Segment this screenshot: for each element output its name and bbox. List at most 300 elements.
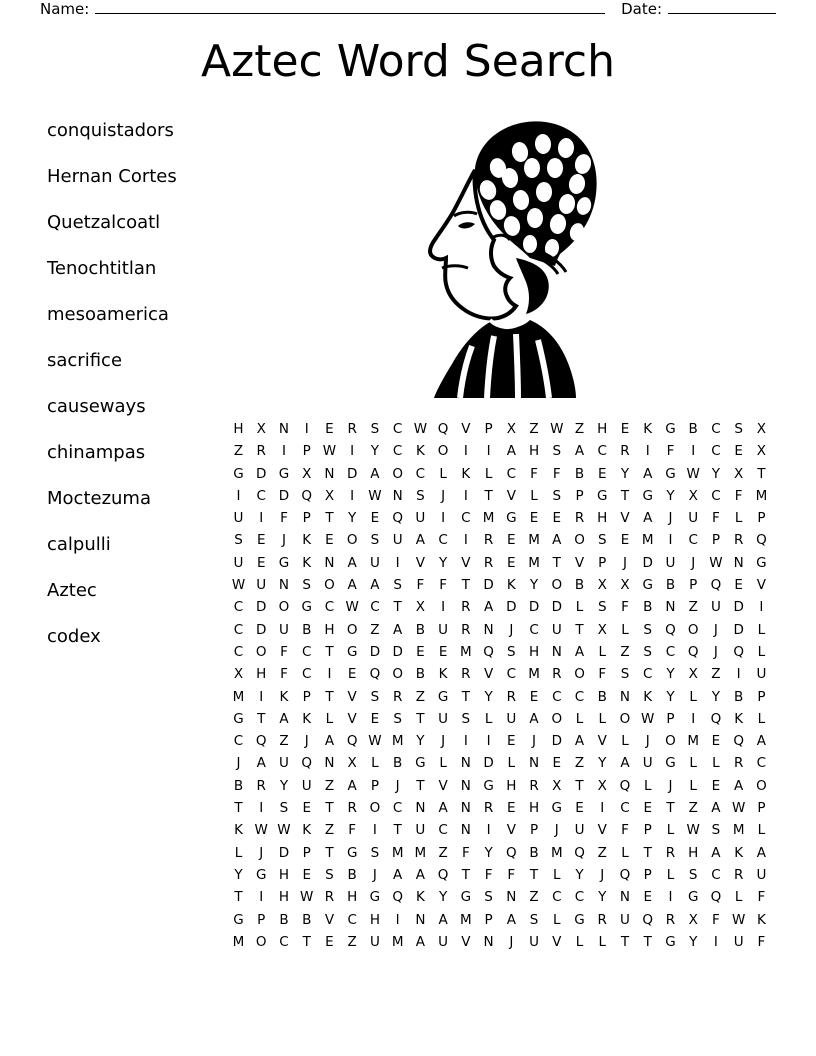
grid-cell[interactable]: O bbox=[324, 577, 335, 594]
grid-row[interactable] bbox=[230, 507, 770, 529]
grid-cell[interactable]: Y bbox=[666, 487, 675, 504]
grid-cell[interactable]: T bbox=[575, 621, 584, 638]
grid-cell[interactable]: K bbox=[756, 911, 766, 928]
grid-cell[interactable]: G bbox=[415, 755, 426, 772]
grid-cell[interactable]: R bbox=[733, 755, 744, 772]
grid-cell[interactable]: N bbox=[324, 465, 335, 482]
grid-cell[interactable]: J bbox=[441, 487, 446, 504]
grid-cell[interactable]: K bbox=[643, 688, 653, 705]
grid-cell[interactable]: I bbox=[600, 800, 605, 817]
grid-cell[interactable]: K bbox=[302, 710, 312, 727]
grid-cell[interactable]: G bbox=[687, 889, 699, 906]
grid-cell[interactable]: H bbox=[278, 866, 290, 883]
grid-cell[interactable]: I bbox=[441, 510, 446, 527]
grid-row[interactable] bbox=[230, 686, 770, 708]
grid-cell[interactable]: B bbox=[302, 621, 312, 638]
grid-cell[interactable]: Z bbox=[574, 755, 585, 772]
grid-cell[interactable]: E bbox=[416, 643, 425, 660]
grid-cell[interactable]: K bbox=[461, 465, 471, 482]
grid-cell[interactable]: E bbox=[507, 554, 516, 571]
grid-cell[interactable]: C bbox=[301, 666, 312, 683]
grid-cell[interactable]: G bbox=[460, 889, 472, 906]
grid-cell[interactable]: W bbox=[345, 599, 359, 616]
grid-cell[interactable]: N bbox=[619, 889, 631, 906]
grid-cell[interactable]: Q bbox=[710, 577, 722, 594]
grid-cell[interactable]: J bbox=[509, 933, 514, 950]
grid-cell[interactable]: Y bbox=[598, 889, 607, 906]
grid-cell[interactable]: X bbox=[734, 465, 744, 482]
grid-cell[interactable]: M bbox=[414, 844, 427, 861]
grid-cell[interactable]: A bbox=[347, 577, 357, 594]
grid-cell[interactable]: U bbox=[665, 554, 676, 571]
grid-cell[interactable]: H bbox=[597, 510, 608, 527]
grid-cell[interactable]: T bbox=[302, 933, 311, 950]
grid-cell[interactable]: Z bbox=[233, 443, 244, 460]
grid-cell[interactable]: Y bbox=[598, 755, 607, 772]
grid-cell[interactable]: J bbox=[441, 733, 446, 750]
grid-cell[interactable]: I bbox=[236, 487, 241, 504]
grid-cell[interactable]: U bbox=[369, 933, 380, 950]
grid-cell[interactable]: V bbox=[483, 666, 494, 683]
grid-cell[interactable]: H bbox=[347, 889, 358, 906]
grid-cell[interactable]: U bbox=[506, 710, 517, 727]
grid-cell[interactable]: S bbox=[643, 621, 652, 638]
grid-cell[interactable]: V bbox=[597, 822, 607, 839]
grid-cell[interactable]: Y bbox=[484, 688, 493, 705]
grid-cell[interactable]: A bbox=[711, 844, 721, 861]
grid-cell[interactable]: A bbox=[756, 844, 767, 861]
grid-cell[interactable]: X bbox=[688, 666, 698, 683]
grid-cell[interactable]: L bbox=[325, 710, 334, 727]
grid-cell[interactable]: F bbox=[461, 844, 470, 861]
grid-cell[interactable]: C bbox=[506, 465, 517, 482]
grid-cell[interactable]: K bbox=[302, 532, 312, 549]
grid-cell[interactable]: A bbox=[256, 755, 266, 772]
grid-cell[interactable]: I bbox=[691, 443, 696, 460]
grid-cell[interactable]: C bbox=[756, 755, 767, 772]
grid-cell[interactable]: L bbox=[598, 933, 607, 950]
grid-cell[interactable]: P bbox=[302, 844, 311, 861]
grid-cell[interactable]: U bbox=[392, 532, 403, 549]
grid-cell[interactable]: J bbox=[554, 822, 559, 839]
grid-cell[interactable]: Q bbox=[301, 755, 313, 772]
grid-cell[interactable]: C bbox=[233, 599, 244, 616]
grid-cell[interactable]: M bbox=[391, 844, 404, 861]
grid-cell[interactable]: C bbox=[279, 933, 289, 950]
grid-cell[interactable]: T bbox=[234, 800, 243, 817]
grid-cell[interactable]: Y bbox=[666, 688, 675, 705]
grid-cell[interactable]: M bbox=[232, 933, 245, 950]
grid-cell[interactable]: T bbox=[620, 933, 630, 950]
grid-cell[interactable]: L bbox=[598, 710, 607, 727]
grid-cell[interactable]: O bbox=[255, 933, 267, 950]
grid-cell[interactable]: G bbox=[756, 554, 767, 571]
grid-cell[interactable]: U bbox=[369, 554, 380, 571]
grid-cell[interactable]: Z bbox=[438, 844, 448, 861]
grid-cell[interactable]: U bbox=[688, 510, 699, 527]
grid-cell[interactable]: P bbox=[575, 487, 584, 504]
grid-cell[interactable]: T bbox=[325, 844, 334, 861]
grid-cell[interactable]: Q bbox=[392, 510, 403, 527]
grid-cell[interactable]: C bbox=[529, 621, 539, 638]
grid-cell[interactable]: B bbox=[574, 465, 585, 482]
grid-cell[interactable]: E bbox=[552, 510, 562, 527]
grid-cell[interactable]: U bbox=[710, 599, 721, 616]
grid-cell[interactable]: S bbox=[461, 710, 471, 727]
grid-cell[interactable]: G bbox=[574, 911, 585, 928]
grid-cell[interactable]: T bbox=[552, 554, 561, 571]
grid-cell[interactable]: P bbox=[484, 911, 493, 928]
grid-cell[interactable]: E bbox=[734, 577, 743, 594]
grid-cell[interactable]: A bbox=[574, 733, 585, 750]
grid-cell[interactable]: I bbox=[486, 822, 491, 839]
grid-cell[interactable]: W bbox=[686, 465, 700, 482]
grid-row[interactable] bbox=[230, 529, 770, 551]
grid-cell[interactable]: M bbox=[732, 822, 745, 839]
grid-cell[interactable]: T bbox=[325, 510, 334, 527]
grid-cell[interactable]: V bbox=[552, 933, 562, 950]
grid-cell[interactable]: M bbox=[391, 933, 404, 950]
grid-cell[interactable]: N bbox=[460, 800, 471, 817]
grid-cell[interactable]: X bbox=[324, 487, 335, 504]
grid-cell[interactable]: G bbox=[346, 844, 358, 861]
grid-cell[interactable]: A bbox=[506, 443, 516, 460]
grid-cell[interactable]: X bbox=[688, 911, 698, 928]
grid-cell[interactable]: T bbox=[234, 889, 243, 906]
grid-cell[interactable]: C bbox=[233, 643, 244, 660]
grid-cell[interactable]: I bbox=[691, 710, 696, 727]
grid-cell[interactable]: J bbox=[395, 777, 400, 794]
grid-cell[interactable]: U bbox=[551, 621, 562, 638]
grid-cell[interactable]: N bbox=[483, 933, 494, 950]
word-search-grid[interactable] bbox=[230, 418, 770, 953]
grid-cell[interactable]: E bbox=[438, 643, 448, 660]
grid-cell[interactable]: F bbox=[598, 666, 607, 683]
grid-cell[interactable]: D bbox=[278, 487, 290, 504]
grid-cell[interactable]: C bbox=[688, 532, 698, 549]
grid-cell[interactable]: C bbox=[370, 599, 380, 616]
grid-cell[interactable]: U bbox=[233, 510, 244, 527]
grid-cell[interactable]: Z bbox=[347, 933, 357, 950]
grid-cell[interactable]: L bbox=[439, 755, 447, 772]
grid-cell[interactable]: T bbox=[325, 800, 334, 817]
grid-cell[interactable]: J bbox=[372, 866, 377, 883]
grid-cell[interactable]: I bbox=[259, 889, 264, 906]
grid-cell[interactable]: U bbox=[529, 933, 539, 950]
grid-cell[interactable]: Y bbox=[666, 666, 675, 683]
grid-cell[interactable]: Y bbox=[438, 889, 448, 906]
grid-cell[interactable]: V bbox=[620, 510, 630, 527]
grid-cell[interactable]: D bbox=[506, 599, 517, 616]
grid-cell[interactable]: C bbox=[711, 866, 721, 883]
grid-cell[interactable]: Q bbox=[619, 777, 631, 794]
grid-cell[interactable]: Z bbox=[597, 844, 607, 861]
grid-cell[interactable]: A bbox=[415, 866, 425, 883]
grid-cell[interactable]: B bbox=[643, 599, 653, 616]
grid-cell[interactable]: R bbox=[483, 532, 494, 549]
grid-cell[interactable]: R bbox=[461, 621, 471, 638]
grid-cell[interactable]: J bbox=[668, 777, 673, 794]
grid-cell[interactable]: S bbox=[711, 822, 721, 839]
grid-cell[interactable]: B bbox=[688, 421, 698, 437]
grid-cell[interactable]: S bbox=[393, 577, 402, 594]
grid-cell[interactable]: C bbox=[506, 666, 517, 683]
grid-cell[interactable]: T bbox=[461, 866, 470, 883]
grid-cell[interactable]: S bbox=[325, 866, 334, 883]
grid-cell[interactable]: R bbox=[529, 777, 539, 794]
grid-row[interactable] bbox=[230, 864, 770, 886]
grid-cell[interactable]: L bbox=[689, 777, 697, 794]
grid-row[interactable] bbox=[230, 775, 770, 797]
grid-cell[interactable]: E bbox=[507, 532, 516, 549]
grid-cell[interactable]: B bbox=[393, 755, 403, 772]
grid-cell[interactable]: Z bbox=[370, 621, 380, 638]
grid-cell[interactable]: N bbox=[324, 554, 335, 571]
grid-cell[interactable]: I bbox=[713, 933, 718, 950]
grid-cell[interactable]: B bbox=[734, 688, 744, 705]
grid-cell[interactable]: J bbox=[713, 621, 718, 638]
grid-cell[interactable]: R bbox=[483, 800, 494, 817]
grid-cell[interactable]: R bbox=[461, 599, 471, 616]
grid-cell[interactable]: E bbox=[325, 532, 334, 549]
grid-cell[interactable]: L bbox=[757, 621, 766, 638]
grid-cell[interactable]: G bbox=[233, 710, 244, 727]
grid-cell[interactable]: X bbox=[756, 421, 767, 437]
grid-cell[interactable]: A bbox=[415, 532, 425, 549]
grid-cell[interactable]: U bbox=[415, 510, 426, 527]
grid-cell[interactable]: N bbox=[324, 755, 335, 772]
grid-cell[interactable]: V bbox=[461, 933, 471, 950]
grid-cell[interactable]: X bbox=[552, 777, 562, 794]
grid-cell[interactable]: G bbox=[369, 889, 381, 906]
grid-cell[interactable]: A bbox=[620, 755, 630, 772]
grid-cell[interactable]: U bbox=[733, 933, 744, 950]
grid-cell[interactable]: W bbox=[641, 710, 655, 727]
grid-cell[interactable]: G bbox=[483, 777, 494, 794]
grid-cell[interactable]: E bbox=[507, 733, 516, 750]
grid-cell[interactable]: G bbox=[278, 465, 290, 482]
grid-cell[interactable]: Z bbox=[529, 889, 539, 906]
grid-cell[interactable]: A bbox=[574, 443, 585, 460]
grid-cell[interactable]: L bbox=[757, 643, 766, 660]
grid-cell[interactable]: I bbox=[645, 443, 650, 460]
grid-cell[interactable]: P bbox=[643, 822, 652, 839]
grid-cell[interactable]: R bbox=[256, 777, 266, 794]
grid-cell[interactable]: V bbox=[347, 688, 357, 705]
grid-cell[interactable]: D bbox=[369, 643, 381, 660]
grid-cell[interactable]: S bbox=[370, 421, 380, 437]
grid-cell[interactable]: C bbox=[438, 532, 448, 549]
grid-cell[interactable]: A bbox=[415, 933, 425, 950]
grid-row[interactable] bbox=[230, 574, 770, 596]
grid-cell[interactable]: F bbox=[666, 443, 675, 460]
word-list-item[interactable]: Tenochtitlan bbox=[47, 258, 157, 279]
grid-cell[interactable]: T bbox=[461, 688, 470, 705]
grid-cell[interactable]: Y bbox=[529, 577, 539, 594]
grid-cell[interactable]: K bbox=[506, 577, 516, 594]
grid-cell[interactable]: F bbox=[484, 866, 493, 883]
grid-cell[interactable]: E bbox=[325, 421, 334, 437]
grid-cell[interactable]: W bbox=[550, 421, 564, 437]
grid-cell[interactable]: E bbox=[256, 532, 266, 549]
grid-cell[interactable]: N bbox=[278, 421, 290, 437]
grid-cell[interactable]: C bbox=[301, 643, 312, 660]
grid-cell[interactable]: B bbox=[665, 577, 676, 594]
grid-cell[interactable]: Q bbox=[642, 911, 654, 928]
grid-cell[interactable]: H bbox=[528, 800, 540, 817]
grid-cell[interactable]: Q bbox=[255, 733, 267, 750]
grid-cell[interactable]: R bbox=[597, 911, 607, 928]
grid-cell[interactable]: R bbox=[552, 666, 562, 683]
grid-cell[interactable]: F bbox=[621, 599, 629, 616]
grid-cell[interactable]: N bbox=[665, 599, 676, 616]
grid-cell[interactable]: O bbox=[346, 532, 358, 549]
grid-cell[interactable]: Z bbox=[529, 421, 539, 437]
grid-cell[interactable]: U bbox=[301, 777, 312, 794]
grid-cell[interactable]: B bbox=[279, 911, 289, 928]
grid-cell[interactable]: B bbox=[233, 777, 244, 794]
grid-cell[interactable]: N bbox=[619, 688, 631, 705]
grid-cell[interactable]: L bbox=[712, 755, 720, 772]
grid-cell[interactable]: X bbox=[302, 465, 312, 482]
grid-cell[interactable]: S bbox=[234, 532, 243, 549]
grid-cell[interactable]: C bbox=[392, 800, 403, 817]
grid-cell[interactable]: P bbox=[302, 443, 311, 460]
grid-cell[interactable]: A bbox=[370, 577, 380, 594]
grid-cell[interactable]: W bbox=[322, 443, 337, 460]
grid-cell[interactable]: G bbox=[233, 911, 244, 928]
grid-cell[interactable]: Y bbox=[689, 933, 698, 950]
grid-cell[interactable]: O bbox=[574, 666, 585, 683]
grid-cell[interactable]: Z bbox=[324, 777, 335, 794]
grid-cell[interactable]: T bbox=[416, 710, 425, 727]
grid-cell[interactable]: J bbox=[600, 866, 605, 883]
grid-cell[interactable]: N bbox=[460, 822, 471, 839]
grid-cell[interactable]: C bbox=[711, 487, 721, 504]
grid-cell[interactable]: B bbox=[415, 621, 425, 638]
grid-cell[interactable]: T bbox=[416, 777, 425, 794]
grid-cell[interactable]: O bbox=[756, 777, 767, 794]
grid-cell[interactable]: E bbox=[643, 800, 652, 817]
grid-row[interactable] bbox=[230, 819, 770, 841]
grid-cell[interactable]: L bbox=[507, 755, 516, 772]
grid-cell[interactable]: F bbox=[280, 666, 288, 683]
grid-cell[interactable]: U bbox=[279, 755, 289, 772]
grid-cell[interactable]: P bbox=[257, 911, 266, 928]
word-list-item[interactable]: Aztec bbox=[47, 580, 97, 601]
grid-cell[interactable]: Y bbox=[711, 465, 721, 482]
grid-cell[interactable]: N bbox=[415, 911, 426, 928]
word-list-item[interactable]: causeways bbox=[47, 396, 146, 417]
grid-row[interactable] bbox=[230, 752, 770, 774]
grid-cell[interactable]: G bbox=[256, 866, 267, 883]
grid-cell[interactable]: W bbox=[731, 800, 746, 817]
grid-cell[interactable]: K bbox=[234, 822, 243, 839]
grid-cell[interactable]: O bbox=[619, 710, 631, 727]
grid-cell[interactable]: J bbox=[532, 733, 537, 750]
grid-cell[interactable]: T bbox=[575, 777, 584, 794]
grid-cell[interactable]: S bbox=[370, 532, 380, 549]
grid-cell[interactable]: I bbox=[486, 443, 491, 460]
grid-cell[interactable]: S bbox=[302, 577, 311, 594]
grid-row[interactable] bbox=[230, 708, 770, 730]
grid-cell[interactable]: R bbox=[574, 510, 585, 527]
grid-cell[interactable]: P bbox=[302, 688, 311, 705]
grid-cell[interactable]: H bbox=[324, 621, 335, 638]
grid-cell[interactable]: S bbox=[279, 800, 289, 817]
grid-cell[interactable]: I bbox=[736, 666, 741, 683]
grid-cell[interactable]: K bbox=[643, 421, 653, 437]
grid-cell[interactable]: C bbox=[233, 621, 244, 638]
grid-cell[interactable]: A bbox=[483, 599, 494, 616]
grid-cell[interactable]: A bbox=[643, 465, 653, 482]
grid-cell[interactable]: C bbox=[574, 889, 585, 906]
grid-cell[interactable]: D bbox=[483, 577, 494, 594]
word-list-item[interactable]: Hernan Cortes bbox=[47, 166, 177, 187]
grid-cell[interactable]: A bbox=[756, 733, 767, 750]
grid-cell[interactable]: V bbox=[597, 733, 607, 750]
grid-cell[interactable]: H bbox=[278, 889, 290, 906]
grid-cell[interactable]: M bbox=[550, 844, 563, 861]
grid-cell[interactable]: L bbox=[757, 822, 766, 839]
grid-cell[interactable]: L bbox=[553, 866, 561, 883]
grid-cell[interactable]: E bbox=[711, 777, 721, 794]
grid-cell[interactable]: G bbox=[665, 755, 676, 772]
grid-cell[interactable]: K bbox=[302, 554, 312, 571]
grid-cell[interactable]: A bbox=[324, 733, 335, 750]
grid-cell[interactable]: I bbox=[281, 443, 286, 460]
grid-cell[interactable]: J bbox=[668, 510, 673, 527]
grid-cell[interactable]: X bbox=[597, 621, 607, 638]
grid-cell[interactable]: Q bbox=[710, 710, 722, 727]
grid-cell[interactable]: Z bbox=[711, 666, 721, 683]
grid-cell[interactable]: Q bbox=[437, 866, 449, 883]
grid-cell[interactable]: T bbox=[643, 844, 652, 861]
grid-cell[interactable]: J bbox=[509, 621, 514, 638]
grid-cell[interactable]: T bbox=[643, 933, 652, 950]
grid-cell[interactable]: E bbox=[529, 510, 539, 527]
word-list-item[interactable]: Quetzalcoatl bbox=[47, 212, 161, 233]
grid-cell[interactable]: E bbox=[302, 866, 311, 883]
grid-cell[interactable]: S bbox=[597, 532, 607, 549]
grid-cell[interactable]: E bbox=[711, 733, 721, 750]
grid-cell[interactable]: C bbox=[233, 733, 244, 750]
grid-cell[interactable]: P bbox=[529, 822, 539, 839]
grid-cell[interactable]: N bbox=[278, 577, 290, 594]
grid-cell[interactable]: N bbox=[392, 487, 403, 504]
grid-cell[interactable]: R bbox=[347, 800, 357, 817]
word-list-item[interactable]: calpulli bbox=[47, 534, 111, 555]
grid-cell[interactable]: N bbox=[460, 755, 471, 772]
grid-cell[interactable]: O bbox=[687, 621, 699, 638]
grid-cell[interactable]: H bbox=[233, 421, 244, 437]
grid-cell[interactable]: E bbox=[552, 755, 562, 772]
grid-cell[interactable]: F bbox=[348, 822, 357, 839]
grid-cell[interactable]: J bbox=[645, 733, 650, 750]
grid-cell[interactable]: Q bbox=[437, 421, 449, 437]
grid-cell[interactable]: A bbox=[347, 554, 357, 571]
grid-cell[interactable]: U bbox=[233, 554, 244, 571]
grid-cell[interactable]: E bbox=[507, 800, 516, 817]
grid-row[interactable] bbox=[230, 440, 770, 462]
grid-cell[interactable]: A bbox=[438, 800, 448, 817]
grid-cell[interactable]: A bbox=[734, 777, 744, 794]
grid-cell[interactable]: F bbox=[712, 911, 720, 928]
grid-cell[interactable]: G bbox=[665, 421, 676, 437]
grid-cell[interactable]: S bbox=[620, 666, 630, 683]
grid-cell[interactable]: P bbox=[757, 688, 766, 705]
grid-cell[interactable]: X bbox=[620, 577, 630, 594]
